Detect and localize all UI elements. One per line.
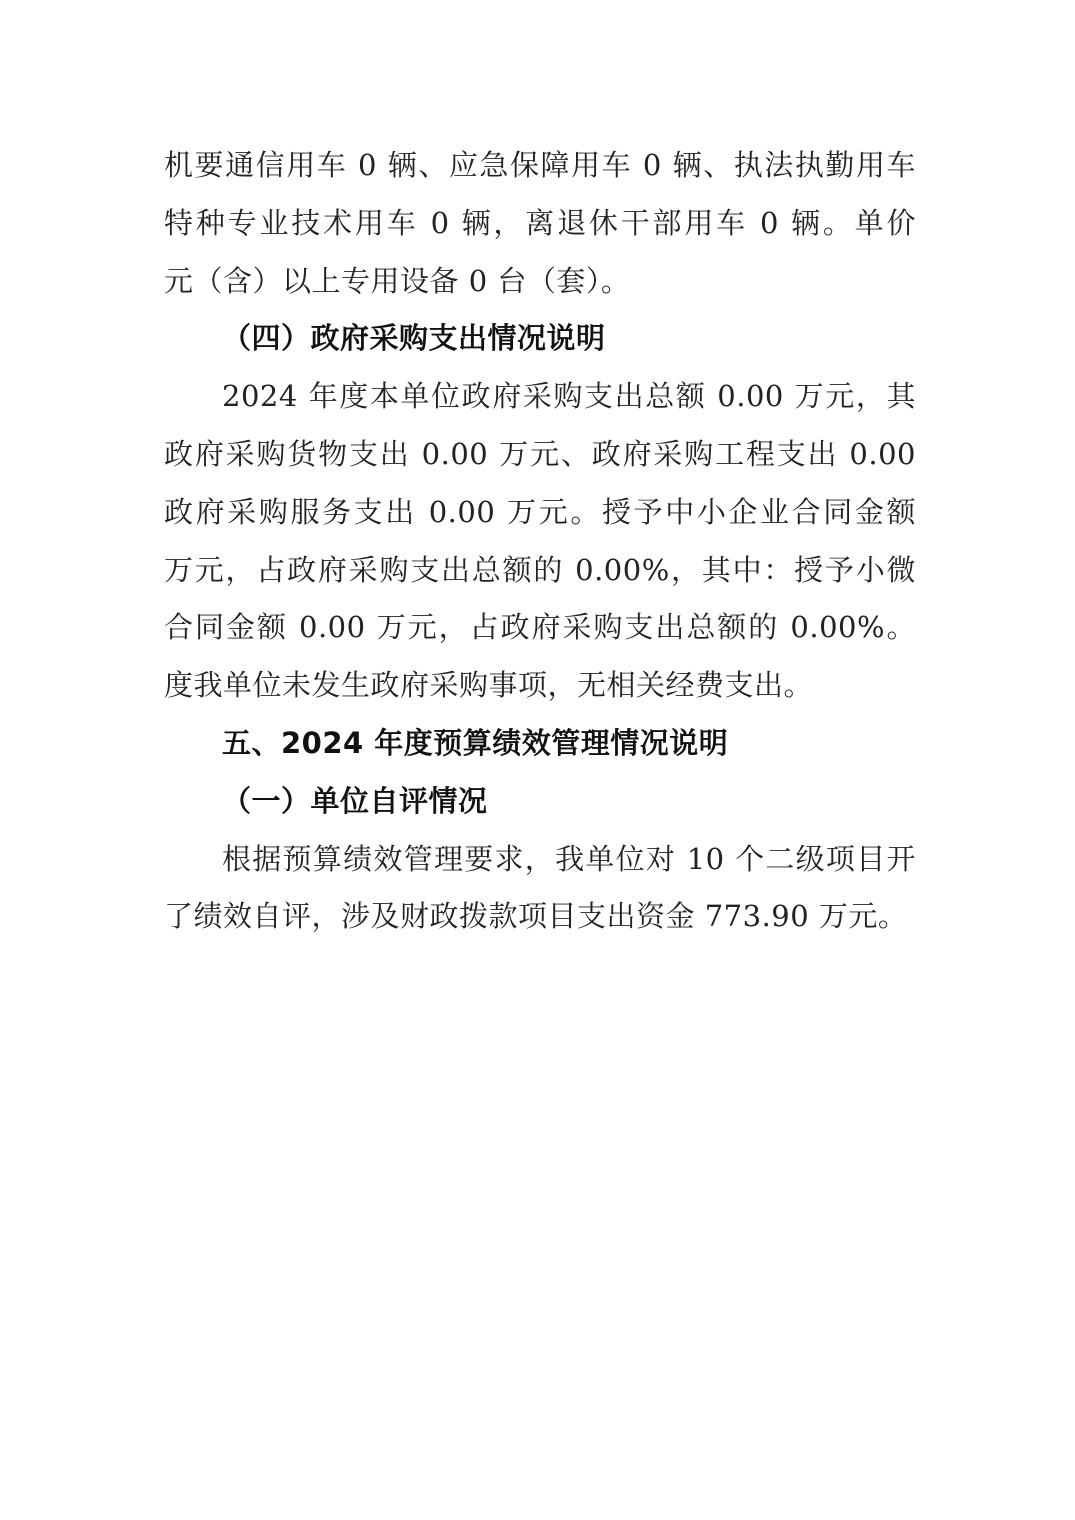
text-line: 元（含）以上专用设备 0 台（套）。: [164, 263, 631, 298]
text-line: 政府采购服务支出 0.00 万元。授予中小企业合同金额: [164, 494, 916, 529]
text-line: 合同金额 0.00 万元，占政府采购支出总额的 0.00%。: [164, 610, 916, 645]
text-line: 根据预算绩效管理要求，我单位对 10 个二级项目开: [222, 841, 916, 876]
section-heading-performance: 五、2024 年度预算绩效管理情况说明: [222, 725, 729, 760]
paragraph-procurement: [164, 368, 916, 715]
text-line: 机要通信用车 0 辆、应急保障用车 0 辆、执法执勤用车: [164, 148, 916, 182]
section-heading-procurement: （四）政府采购支出情况说明: [222, 321, 606, 356]
subsection-heading-self-evaluation: （一）单位自评情况: [222, 783, 488, 818]
text-line: 了绩效自评，涉及财政拨款项目支出资金 773.90 万元。: [164, 899, 908, 934]
paragraph-vehicles: [164, 137, 916, 310]
document-body: [164, 137, 916, 946]
text-line: 度我单位未发生政府采购事项，无相关经费支出。: [164, 668, 814, 703]
text-line: 特种专业技术用车 0 辆，离退休干部用车 0 辆。单价: [164, 205, 916, 240]
text-line: 2024 年度本单位政府采购支出总额 0.00 万元，其: [222, 379, 916, 414]
paragraph-self-evaluation: [164, 831, 916, 947]
text-line: 政府采购货物支出 0.00 万元、政府采购工程支出 0.00: [164, 436, 916, 471]
text-line: 万元，占政府采购支出总额的 0.00%，其中：授予小微: [164, 552, 916, 587]
